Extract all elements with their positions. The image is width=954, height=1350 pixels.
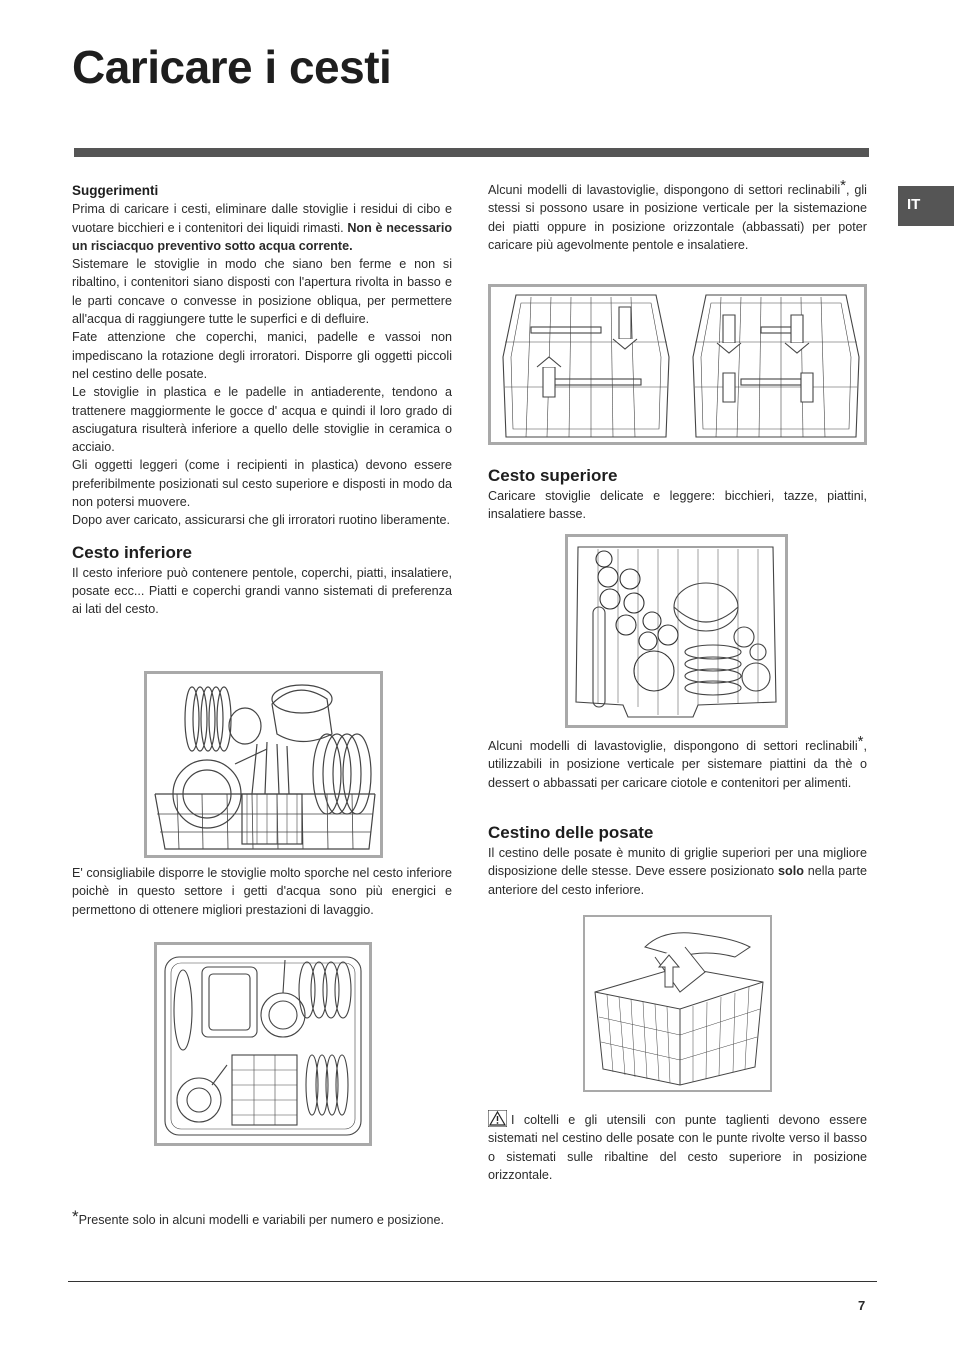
suggestions-paragraph-5: Gli oggetti leggeri (come i recipienti in plastica) devono essere preferibilmente posizionati sul cesto superiore e disposti in modo da non potersi muovere.	[72, 458, 452, 510]
upper-basket-drawing	[568, 537, 785, 725]
footer-rule	[68, 1281, 877, 1282]
lower-basket-topview-drawing	[157, 945, 369, 1143]
lower-basket-text-2: E' consigliabile disporre le stoviglie molto sporche nel cesto inferiore poichè in questo settore i getti d'acqua sono più energici e permettono di ottenere migliori prestazioni di lavaggio.	[72, 866, 452, 917]
language-tab: IT	[898, 186, 954, 226]
upper-basket-text: Caricare stoviglie delicate e leggere: bicchieri, tazze, piattini, insalatiere basse.	[488, 489, 867, 522]
lower-basket-illustration-2	[154, 942, 372, 1146]
lower-basket-text: Il cesto inferiore può contenere pentole, coperchi, piatti, insalatiere, posate ecc... Piatti e coperchi grandi vanno sistemati di preferenza ai lati del cesto.	[72, 565, 452, 617]
upper-basket-heading: Cesto superiore	[488, 466, 618, 485]
foldable-sectors-illustration	[488, 284, 867, 445]
lower-basket-illustration-1	[144, 671, 383, 858]
folding-sectors-text: Alcuni modelli di lavastoviglie, dispongono di settori reclinabili*, gli stessi si possono usare in posizione verticale per la sistemazione dei piatti oppure in posizione orizzontale (abbassati) per poter caricare più agevolmente pentole e insalatiere.	[488, 177, 867, 252]
lower-basket-heading: Cesto inferiore	[72, 542, 192, 562]
safety-warning-text: I coltelli e gli utensili con punte taglienti devono essere sistemati nel cestino delle posate con le punte rivolte verso il basso o sistemati sulle ribaltine del cesto superiore in posizione orizzontale.	[488, 1113, 867, 1182]
left-column	[72, 182, 452, 619]
footnote-text: Presente solo in alcuni modelli e variabili per numero e posizione.	[78, 1213, 445, 1227]
safety-warning	[488, 1110, 867, 1184]
upper-basket-illustration	[565, 534, 788, 728]
cutlery-basket-text: Il cestino delle posate è munito di griglie superiori per una migliore disposizione delle stesse. Deve essere posizionato solo nella parte anteriore del cesto inferiore.	[488, 846, 867, 897]
page-title: Caricare i cesti	[72, 41, 392, 93]
warning-triangle-icon	[488, 1110, 507, 1127]
footnote	[72, 1208, 452, 1229]
lower-basket-drawing	[147, 674, 380, 855]
cutlery-basket-drawing	[585, 917, 770, 1090]
upper-basket-text-2: Alcuni modelli di lavastoviglie, dispongono di settori reclinabili*, utilizzabili in posizione verticale per sistemare piattini da thè o dessert o abbassati per caricare ciotole e contenitori per alimenti.	[488, 733, 867, 790]
cutlery-basket-heading: Cestino delle posate	[488, 823, 654, 842]
suggestions-paragraph-3: Fate attenzione che coperchi, manici, padelle e vassoi non impediscano la rotazione degli irroratori. Disporre gli oggetti piccoli nel cestino delle posate.	[72, 330, 452, 381]
cutlery-basket-illustration	[583, 915, 772, 1092]
foldable-racks-drawing	[491, 287, 864, 442]
footnote-star: *	[72, 1207, 79, 1226]
page-number: 7	[858, 1298, 866, 1313]
suggestions-paragraph-2: Sistemare le stoviglie in modo che siano ben ferme e non si ribaltino, i contenitori siano disposti con l'apertura rivolta in basso e le parti concave o convesse in posizione obliqua, per permettere all'acqua di raggiungere tutte le superfici e di defluire.	[72, 257, 452, 327]
suggestions-paragraph-1: Prima di caricare i cesti, eliminare dalle stoviglie i residui di cibo e vuotare bicchieri e i contenitori dei liquidi rimasti. Non è necessario un risciacquo preventivo sotto acqua corrente.	[72, 202, 453, 253]
suggestions-paragraph-6: Dopo aver caricato, assicurarsi che gli irroratori ruotino liberamente.	[72, 513, 450, 528]
title-rule	[74, 148, 869, 157]
suggestions-heading: Suggerimenti	[72, 183, 159, 198]
suggestions-paragraph-4: Le stoviglie in plastica e le padelle in antiaderente, tendono a trattenere maggiormente le gocce d' acqua e quindi il loro grado di asciugatura risulterà inferiore a quello delle stoviglie in ceramica o acciaio.	[72, 385, 452, 455]
